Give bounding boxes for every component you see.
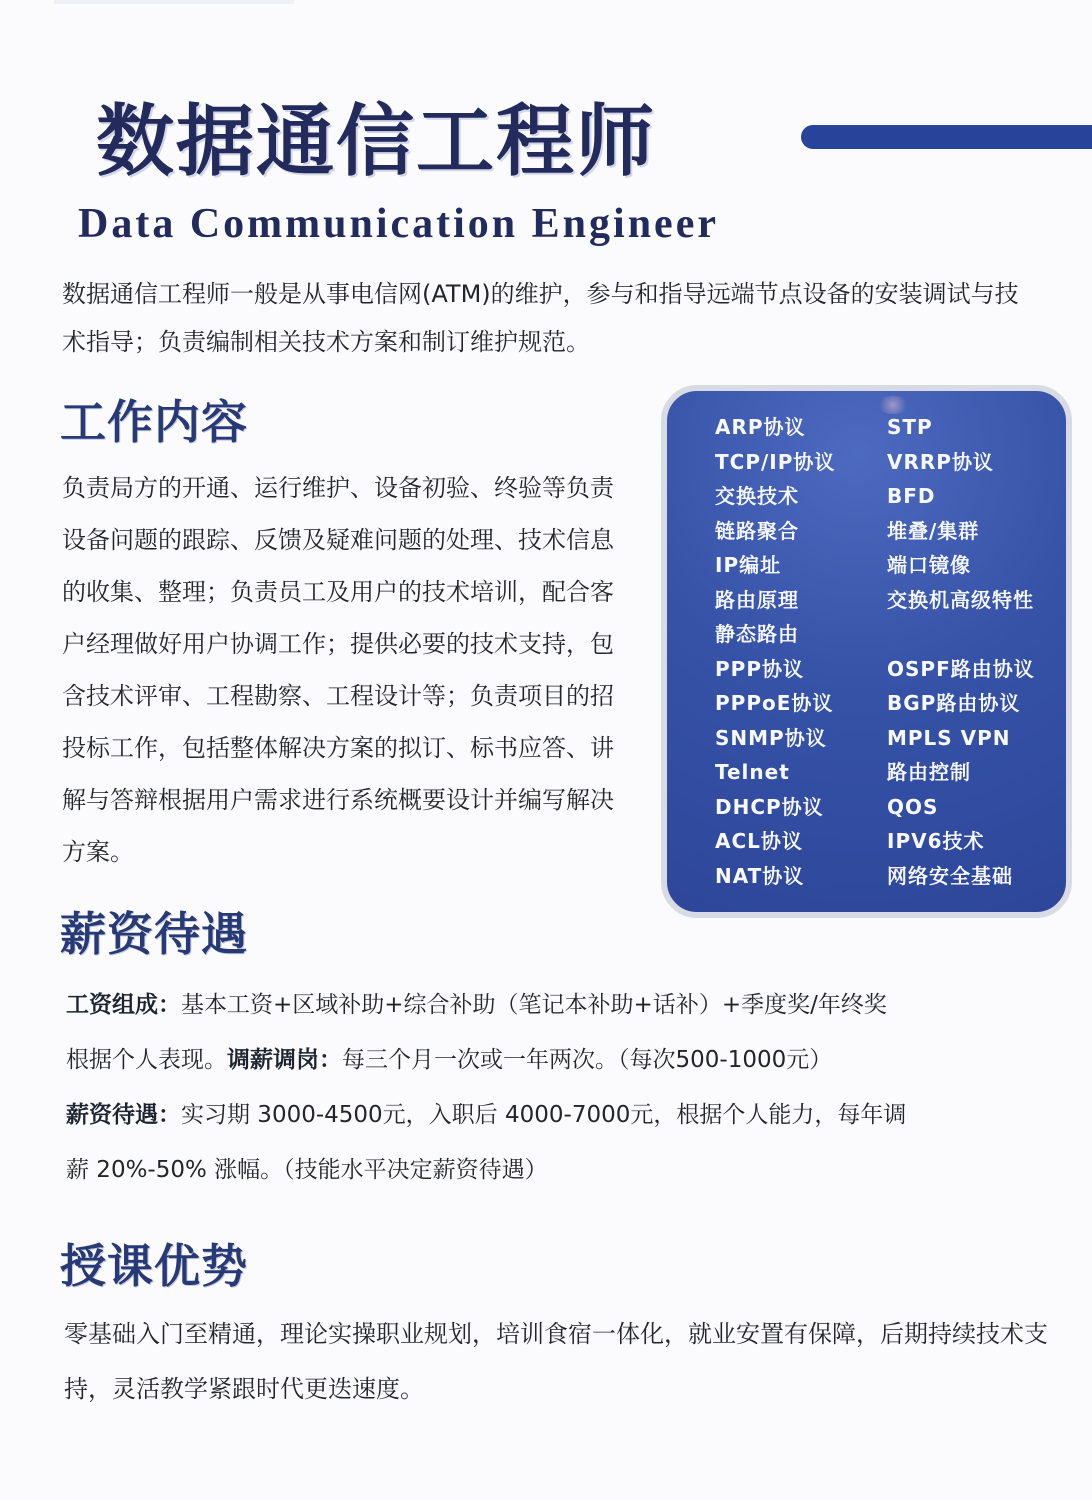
work-section-title: 工作内容 bbox=[60, 395, 248, 449]
salary-adjustment-text: 每三个月一次或一年两次。（每次500-1000元） bbox=[342, 1047, 833, 1073]
protocol-item: PPPoE协议 bbox=[715, 691, 834, 715]
teaching-section-title: 授课优势 bbox=[60, 1239, 248, 1293]
salary-section-title: 薪资待遇 bbox=[60, 907, 248, 961]
salary-details bbox=[66, 978, 1051, 1198]
protocol-item: 交换机高级特性 bbox=[887, 587, 1034, 612]
protocol-item: 静态路由 bbox=[715, 622, 799, 646]
work-description: 负责局方的开通、运行维护、设备初验、终验等负责设备问题的跟踪、反馈及疑难问题的处理、技术信息的收集、整理；负责员工及用户的技术培训，配合客户经理做好用户协调工作；提供必要的技术支持，包含技术评审、工程勘察、工程设计等；负责项目的招投标工作，包括整体解决方案的拟订、标书应答、讲解与答辩根据用户需求进行系统概要设计并编写解决方案。 bbox=[62, 474, 614, 866]
protocol-item: DHCP协议 bbox=[715, 794, 824, 819]
protocol-item: 堆叠/集群 bbox=[887, 518, 980, 543]
protocol-item: 路由控制 bbox=[887, 760, 971, 784]
protocol-item: 端口镜像 bbox=[887, 553, 971, 577]
protocol-item: 路由原理 bbox=[715, 587, 799, 612]
protocol-item: 交换技术 bbox=[715, 484, 799, 508]
salary-line-adjustment bbox=[66, 1033, 1051, 1088]
protocol-item: SNMP协议 bbox=[715, 725, 827, 750]
protocol-item: NAT协议 bbox=[715, 863, 805, 888]
protocol-list-right bbox=[887, 410, 1035, 893]
page-title: 数据通信工程师 bbox=[96, 96, 657, 187]
salary-performance-text: 根据个人表现。 bbox=[66, 1047, 227, 1073]
protocol-item: QOS bbox=[887, 794, 939, 819]
protocol-item: 链路聚合 bbox=[715, 518, 799, 543]
protocol-list-left bbox=[715, 410, 835, 893]
protocol-item: 网络安全基础 bbox=[887, 863, 1013, 888]
protocol-item: ARP协议 bbox=[715, 415, 806, 439]
protocol-item: ACL协议 bbox=[715, 829, 803, 853]
salary-composition-text: 基本工资+区域补助+综合补助（笔记本补助+话补）+季度奖/年终奖 bbox=[181, 992, 887, 1018]
page-subtitle-english: Data Communication Engineer bbox=[78, 201, 719, 247]
protocol-item: Telnet bbox=[715, 760, 790, 784]
salary-range-text: 实习期 3000-4500元，入职后 4000-7000元，根据个人能力，每年调 bbox=[181, 1102, 907, 1128]
top-decorative-strip bbox=[54, 0, 294, 4]
salary-composition-label: 工资组成： bbox=[66, 992, 181, 1018]
salary-range-label: 薪资待遇： bbox=[66, 1102, 181, 1128]
protocol-item: IP编址 bbox=[715, 553, 782, 577]
protocol-item: TCP/IP协议 bbox=[715, 449, 836, 474]
salary-adjustment-label: 调薪调岗： bbox=[227, 1047, 342, 1073]
teaching-description: 零基础入门至精通，理论实操职业规划，培训食宿一体化，就业安置有保障，后期持续技术支持，灵活教学紧跟时代更迭速度。 bbox=[64, 1320, 1048, 1403]
protocol-item: BFD bbox=[887, 484, 936, 508]
intro-paragraph: 数据通信工程师一般是从事电信网(ATM)的维护，参与和指导远端节点设备的安装调试与技术指导；负责编制相关技术方案和制订维护规范。 bbox=[62, 280, 1019, 356]
protocol-item: BGP路由协议 bbox=[887, 691, 1021, 715]
title-accent-bar bbox=[801, 125, 1092, 149]
salary-raise-text: 薪 20%-50% 涨幅。（技能水平决定薪资待遇） bbox=[66, 1157, 548, 1183]
protocol-item: IPV6技术 bbox=[887, 829, 985, 853]
protocol-item: OSPF路由协议 bbox=[887, 656, 1035, 681]
protocol-item: STP bbox=[887, 415, 933, 439]
protocol-item-spacer bbox=[887, 617, 1035, 652]
salary-line-range bbox=[66, 1088, 1051, 1143]
protocol-item: VRRP协议 bbox=[887, 449, 994, 474]
protocol-item: MPLS VPN bbox=[887, 725, 1011, 750]
salary-line-raise bbox=[66, 1143, 1051, 1198]
salary-line-composition bbox=[66, 978, 1051, 1033]
protocol-item: PPP协议 bbox=[715, 656, 804, 681]
